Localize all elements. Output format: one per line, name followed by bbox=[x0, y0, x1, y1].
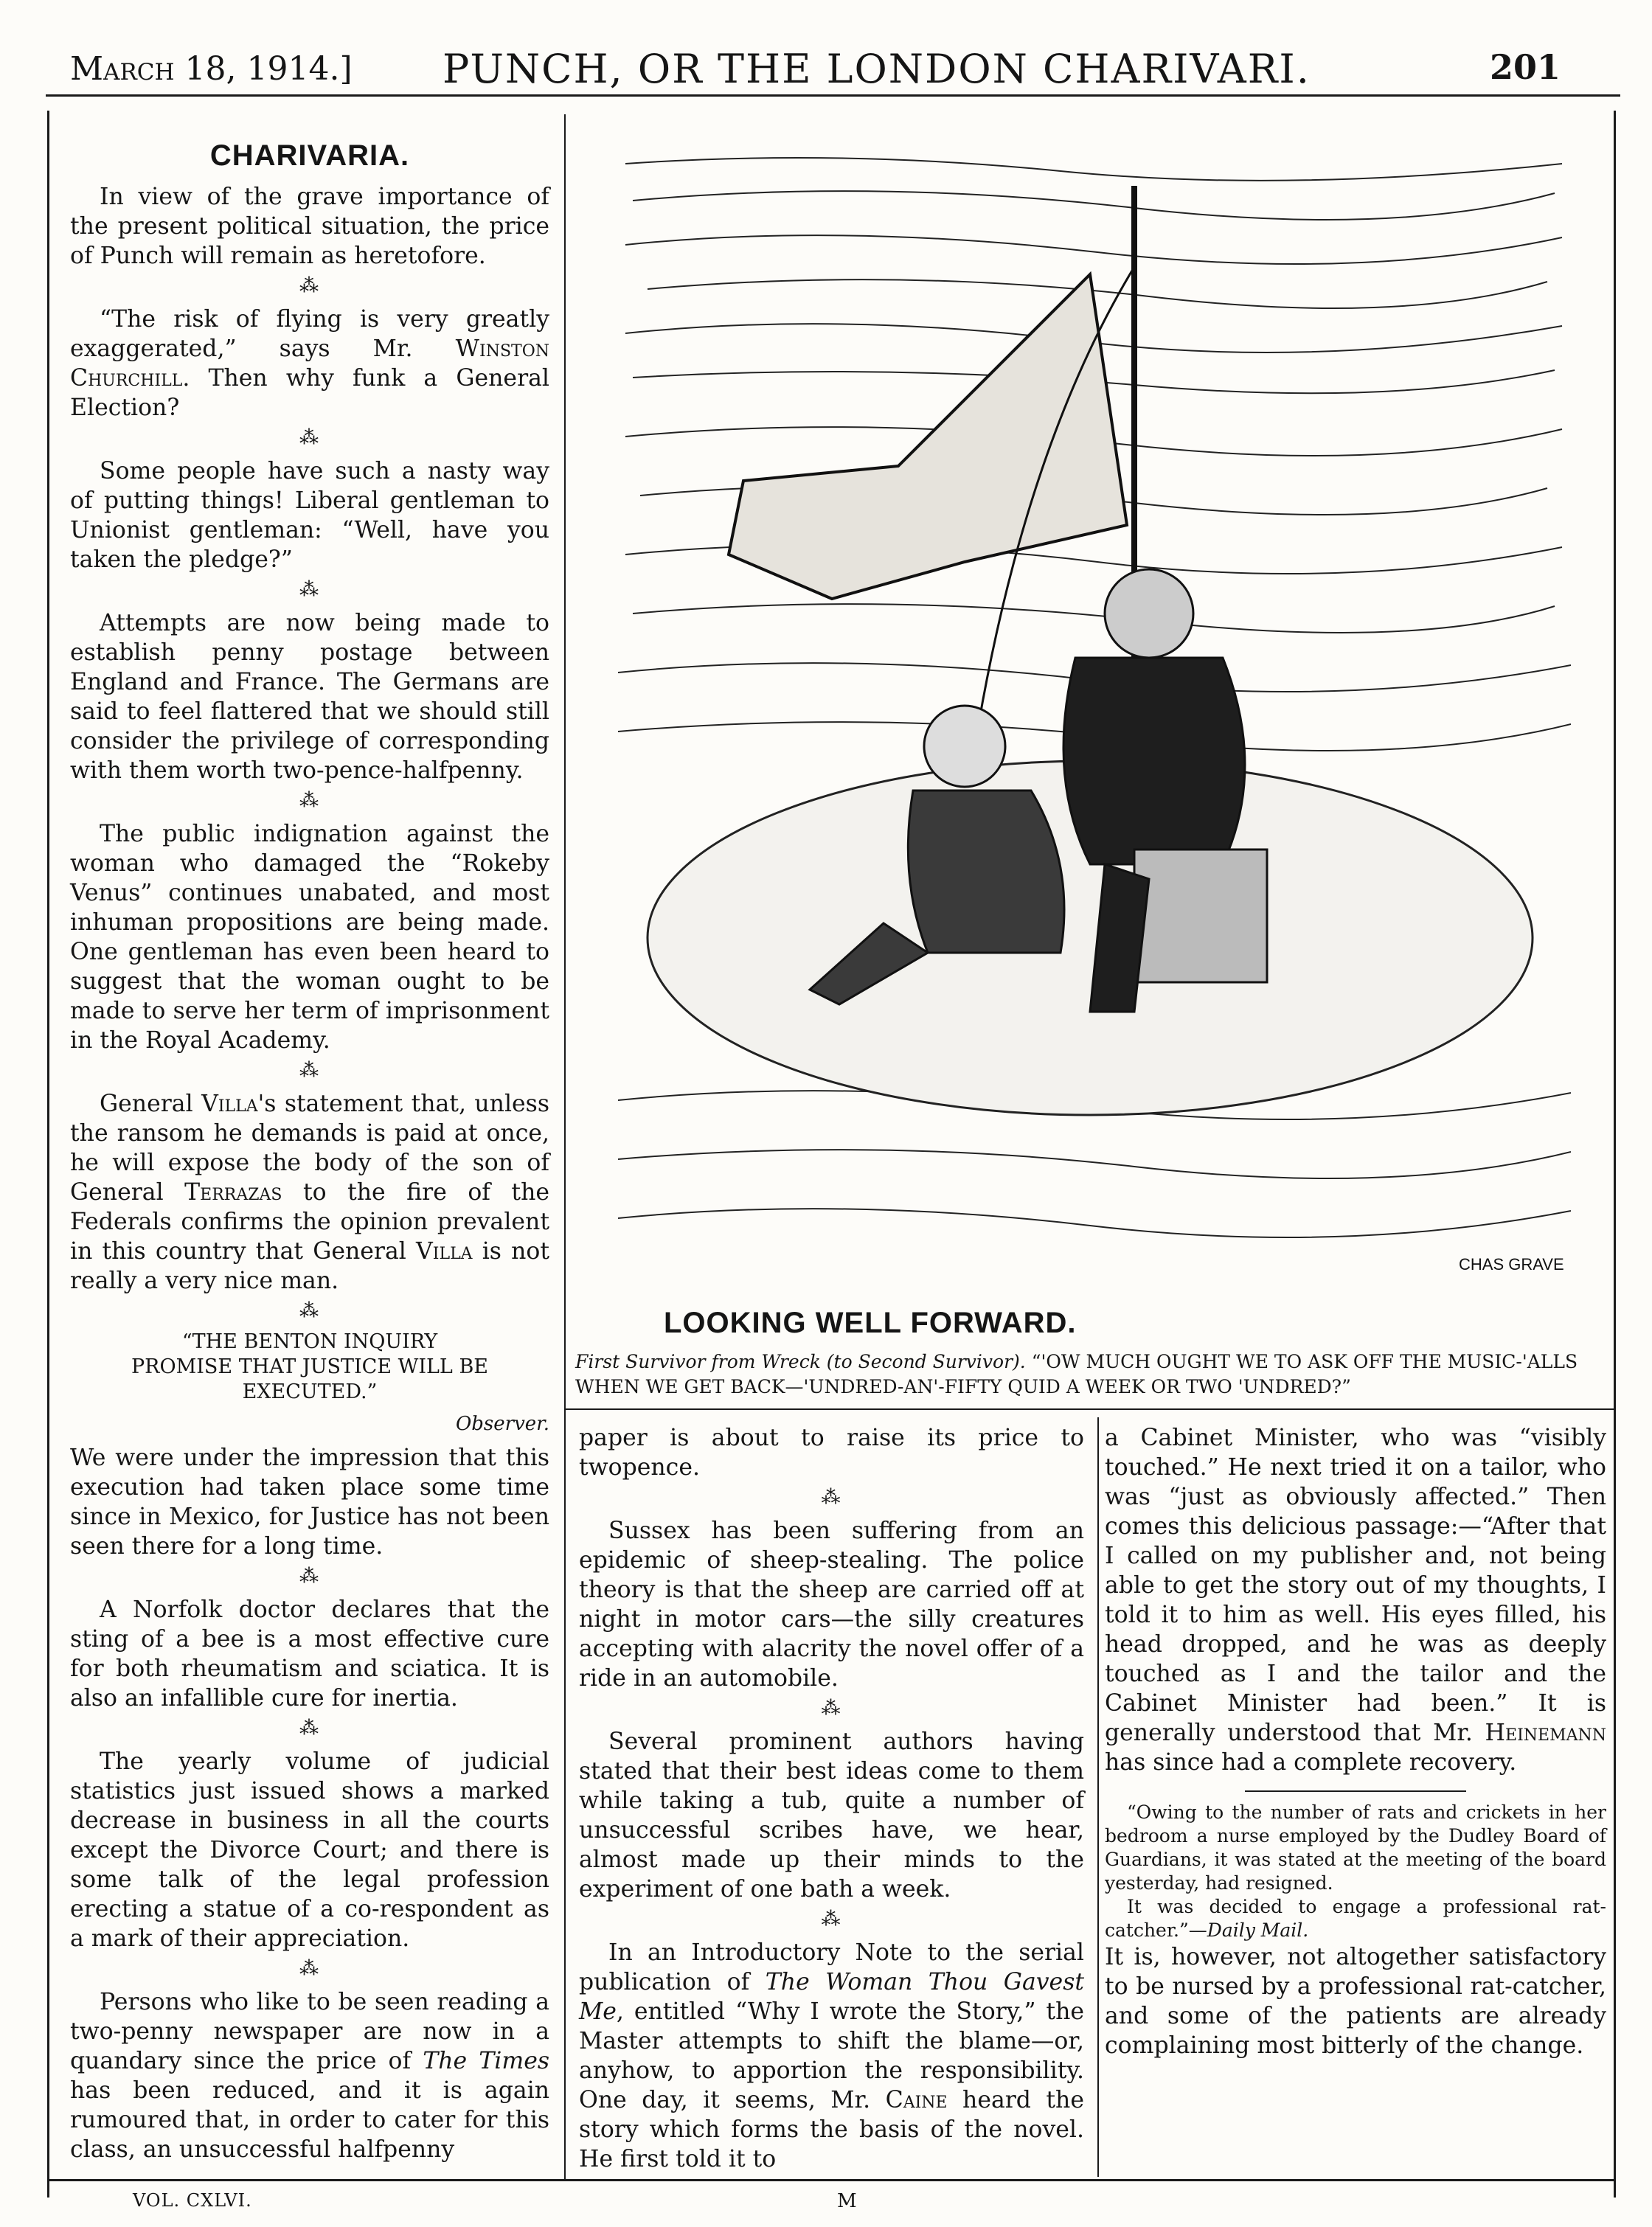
asterism: ⁂ bbox=[821, 1908, 842, 1931]
sea-stroke bbox=[618, 1209, 1571, 1237]
paragraph-postage: Attempts are now being made to establish penny postage between England and France. The Germans are said to feel flattered that we should still consider the privilege of corresponding with them worth two-pence-halfpenny. bbox=[70, 610, 549, 784]
cartoon-caption: First Survivor from Wreck (to Second Survivor). “'OW MUCH OUGHT WE TO ASK OFF THE MUSIC-'ALLS WHEN WE GET BACK—'UNDRED-AN'-FIFTY QUID A WEEK OR TWO 'UNDRED?” bbox=[575, 1351, 1578, 1397]
paragraph-rokeby-venus: The public indignation against the woman who damaged the “Rokeby Venus” continues unabated, and most inhuman propositions are being made. One gentleman has even been heard to suggest that the woman ought to be made to serve her term of imprisonment in the Royal Academy. bbox=[70, 821, 549, 1054]
volume-number: VOL. CXLVI. bbox=[133, 2190, 252, 2211]
daily-mail-quote: “Owing to the number of rats and crickets in her bedroom a nurse employed by the Dudley Board of Guardians, it was stated at the meeting of the board yesterday, had resigned. bbox=[1105, 1802, 1606, 1894]
asterism: ⁂ bbox=[299, 1300, 320, 1322]
signature-mark: M bbox=[837, 2190, 857, 2212]
masthead-title: PUNCH, OR THE LONDON CHARIVARI. bbox=[442, 46, 1311, 92]
paragraph-punch-price: In view of the grave importance of the present political situation, the price of Punch will remain as heretofore. bbox=[70, 184, 549, 269]
paragraph-flying: “The risk of flying is very greatly exaggerated,” says Mr. Winston Churchill. Then why funk a General Election? bbox=[70, 306, 550, 421]
sky-stroke bbox=[625, 235, 1562, 264]
sky-stroke bbox=[633, 604, 1555, 633]
column-divider-2 bbox=[1097, 1417, 1099, 2177]
asterism: ⁂ bbox=[821, 1698, 842, 1720]
quote-source: Observer. bbox=[455, 1413, 549, 1435]
header-rule bbox=[46, 94, 1620, 97]
sky-stroke bbox=[648, 279, 1547, 308]
section-rule bbox=[1245, 1790, 1466, 1792]
paragraph-cabinet-minister: a Cabinet Minister, who was “visibly touched.” He next tried it on a tailor, who was “just as obviously affected.” Then comes this delicious passage:—“After that I called on my publisher and, not being able to get the story out of my thoughts, I told it to him as well. His eyes filled, his head dropped, and he was as deeply touched as I and the tailor and the Cabinet Minister had been.” It is generally understood that Mr. Heinemann has since had a complete recovery. bbox=[1105, 1425, 1606, 1776]
sky-stroke bbox=[633, 191, 1555, 220]
paragraph-authors-tub: Several prominent authors having stated that their best ideas come to them while taking a tub, quite a number of unsuccessful scribes have, we hear, almost made up their minds to the experiment of one bath a week. bbox=[579, 1729, 1084, 1903]
benton-quote: “THE BENTON INQUIRY PROMISE THAT JUSTICE WILL BE EXECUTED.” bbox=[131, 1330, 488, 1403]
asterism: ⁂ bbox=[821, 1487, 842, 1509]
section-heading: CHARIVARIA. bbox=[209, 139, 410, 172]
cartoon-title: LOOKING WELL FORWARD. bbox=[664, 1307, 1077, 1339]
paragraph-times: Persons who like to be seen reading a two-penny newspaper are now in a quandary since the price of The Times has been reduced, and it is again rumoured that, in order to cater for this class, an unsuccessful halfpenny bbox=[70, 1989, 549, 2163]
paragraph-twopence: paper is about to raise its price to twopence. bbox=[579, 1425, 1084, 1481]
bottom-rule bbox=[47, 2179, 1616, 2181]
paragraph-villa: General Villa's statement that, unless the ransom he demands is paid at once, he will expose the body of the son of General Terrazas to the fire of the Federals confirms the opinion prevalent in this country that General Villa is not really a very nice man. bbox=[70, 1091, 550, 1294]
paragraph-introductory-note: In an Introductory Note to the serial publication of The Woman Thou Gavest Me, entitled “Why I wrote the Story,” the Master attempts to shift the blame—or, anyhow, to apportion the responsibility. One day, it seems, Mr. Caine heard the story which forms the basis of the novel. He first told it to bbox=[579, 1939, 1085, 2172]
asterism: ⁂ bbox=[299, 275, 320, 297]
cartoon-bottom-rule bbox=[566, 1408, 1614, 1410]
paragraph-bee-sting: A Norfolk doctor declares that the sting of a bee is a most effective cure for both rheumatism and sciatica. It is also an infallible cure for inertia. bbox=[70, 1597, 549, 1712]
paragraph-judicial-statistics: The yearly volume of judicial statistics just issued shows a marked decrease in business in all the courts except the Divorce Court; and there is some talk of the legal profession erecting a statue of a co-respondent as a mark of their appreciation. bbox=[70, 1748, 549, 1952]
page-number: 201 bbox=[1490, 47, 1561, 87]
paragraph-rat-catcher: It is, however, not altogether satisfactory to be nursed by a professional rat-catcher, and some of the patients are already complaining most bitterly of the change. bbox=[1105, 1944, 1606, 2059]
column-middle bbox=[579, 1423, 1084, 2174]
asterism: ⁂ bbox=[299, 1958, 320, 1980]
cartoon-illustration bbox=[618, 142, 1571, 1288]
artist-signature: CHAS GRAVE bbox=[1459, 1255, 1564, 1274]
paragraph-execution: We were under the impression that this execution had taken place some time since in Mexico, for Justice has not been seen there for a long time. bbox=[70, 1445, 549, 1560]
asterism: ⁂ bbox=[299, 1566, 320, 1588]
sea-stroke bbox=[618, 1150, 1571, 1178]
column-right bbox=[1105, 1423, 1606, 2060]
sky-stroke bbox=[625, 158, 1562, 181]
column-divider-1 bbox=[564, 114, 566, 2179]
asterism: ⁂ bbox=[299, 1060, 320, 1082]
paragraph-sheep-stealing: Sussex has been suffering from an epidemic of sheep-stealing. The police theory is that the sheep are carried off at night in motor cars—the silly creatures accepting with alacrity the novel offer of a ride in an automobile. bbox=[579, 1518, 1084, 1692]
daily-mail-quote-2: It was decided to engage a professional rat-catcher.”—Daily Mail. bbox=[1105, 1896, 1606, 1941]
asterism: ⁂ bbox=[299, 1717, 320, 1740]
asterism: ⁂ bbox=[299, 427, 320, 449]
right-border bbox=[1614, 111, 1616, 2198]
column-left bbox=[70, 136, 549, 2164]
paragraph-pledge: Some people have such a nasty way of putting things! Liberal gentleman to Unionist gentleman: “Well, have you taken the pledge?” bbox=[70, 458, 549, 573]
asterism: ⁂ bbox=[299, 790, 320, 812]
asterism: ⁂ bbox=[299, 579, 320, 601]
torn-sail bbox=[729, 274, 1127, 599]
left-border bbox=[47, 111, 49, 2198]
header-date: March 18, 1914.] bbox=[70, 50, 353, 88]
